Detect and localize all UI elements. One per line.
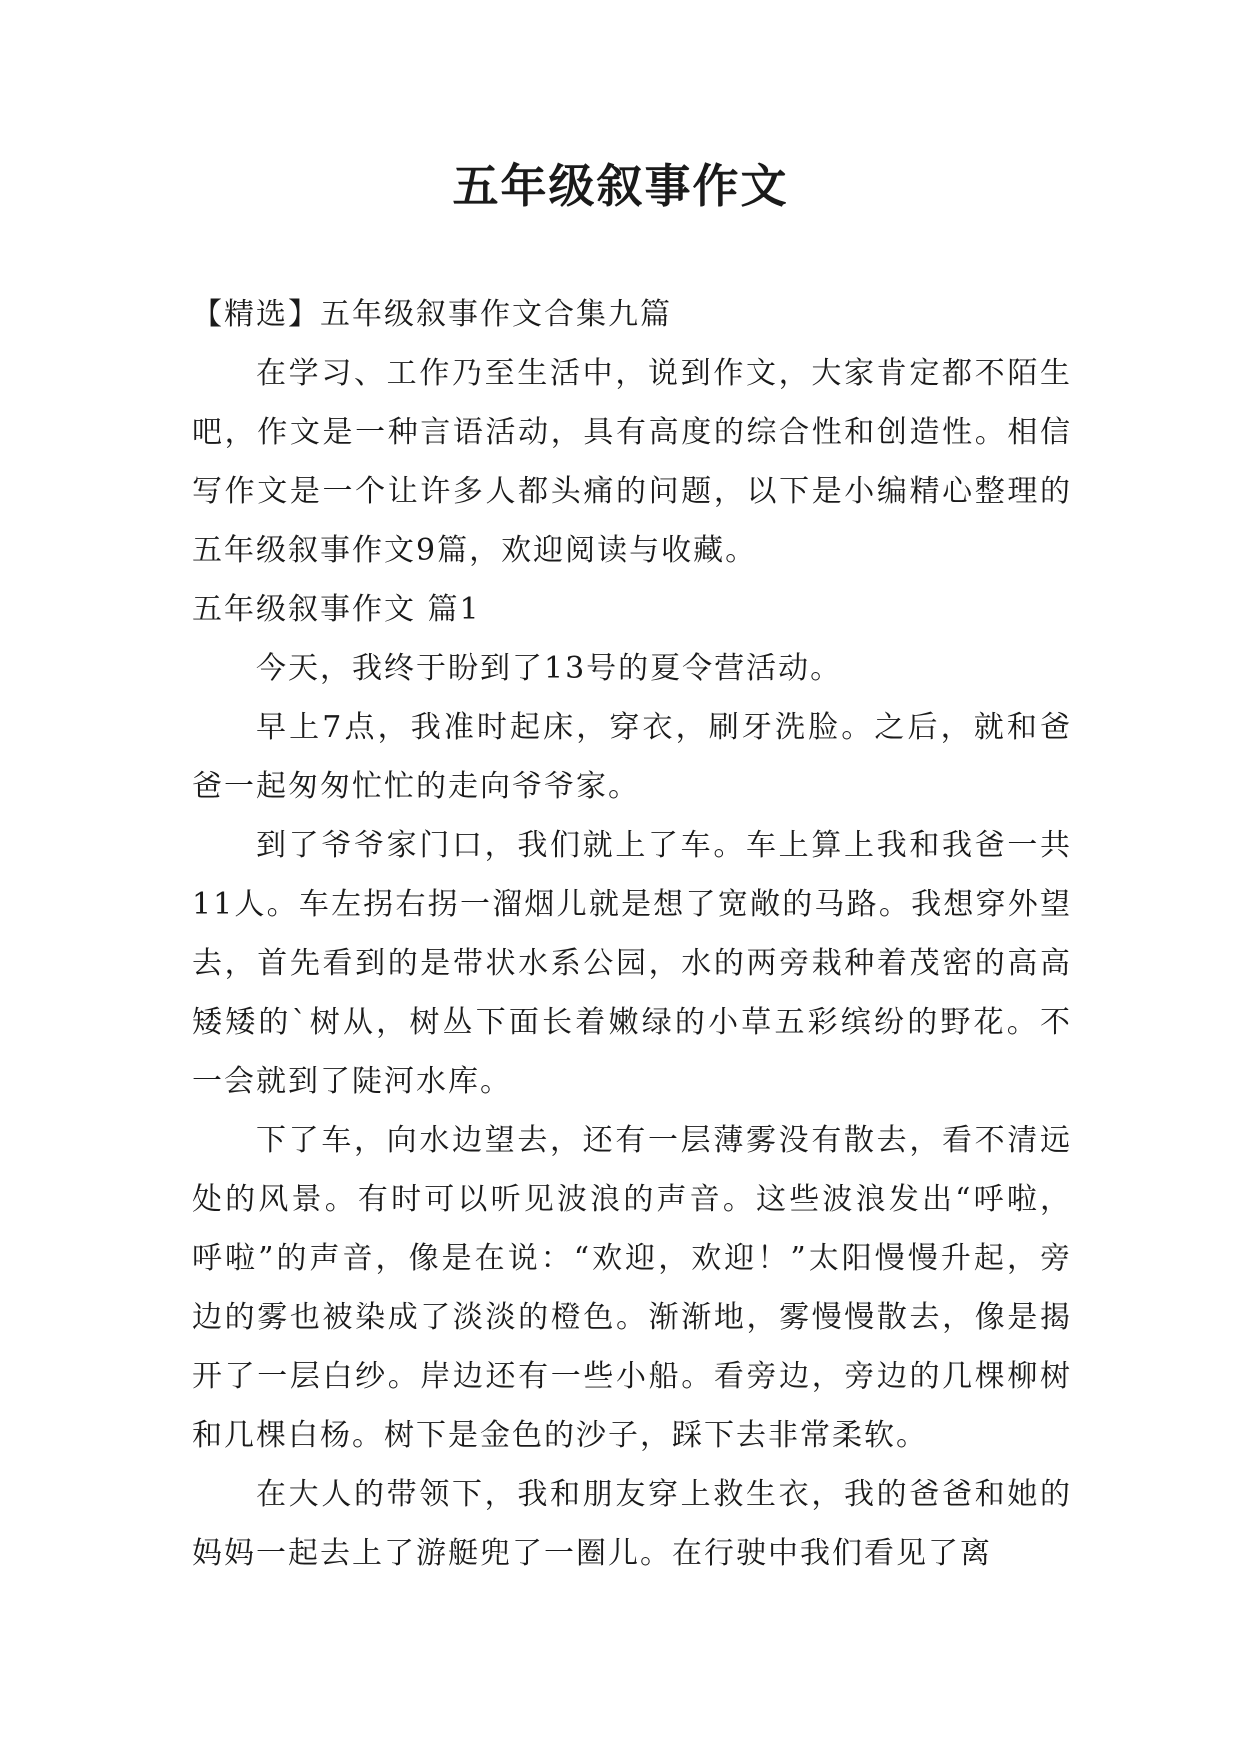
intro-paragraph: 在学习、工作乃至生活中，说到作文，大家肯定都不陌生吧，作文是一种言语活动，具有高度的综合性和创造性。相信写作文是一个让许多人都头痛的问题，以下是小编精心整理的五年级叙事作文9篇，欢迎阅读与收藏。 xyxy=(192,356,1072,568)
paragraph: 在大人的带领下，我和朋友穿上救生衣，我的爸爸和她的妈妈一起去上了游艇兜了一圈儿。在行驶中我们看见了离 xyxy=(192,1477,1072,1571)
document-title: 五年级叙事作文 xyxy=(452,159,789,213)
document-subtitle: 【精选】五年级叙事作文合集九篇 xyxy=(192,297,672,332)
section-heading: 五年级叙事作文 篇1 xyxy=(192,592,481,627)
paragraph: 到了爷爷家门口，我们就上了车。车上算上我和我爸一共11人。车左拐右拐一溜烟儿就是想了宽敞的马路。我想穿外望去，首先看到的是带状水系公园，水的两旁栽种着茂密的高高矮矮的`树从，树丛下面长着嫩绿的小草五彩缤纷的野花。不一会就到了陡河水库。 xyxy=(192,828,1072,1099)
paragraph: 下了车，向水边望去，还有一层薄雾没有散去，看不清远处的风景。有时可以听见波浪的声音。这些波浪发出“呼啦，呼啦”的声音，像是在说：“欢迎，欢迎！”太阳慢慢升起，旁边的雾也被染成了淡淡的橙色。渐渐地，雾慢慢散去，像是揭开了一层白纱。岸边还有一些小船。看旁边，旁边的几棵柳树和几棵白杨。树下是金色的沙子，踩下去非常柔软。 xyxy=(192,1123,1072,1453)
paragraph: 早上7点，我准时起床，穿衣，刷牙洗脸。之后，就和爸爸一起匆匆忙忙的走向爷爷家。 xyxy=(192,710,1072,804)
document-body xyxy=(192,285,1072,1583)
paragraph: 今天，我终于盼到了13号的夏令营活动。 xyxy=(256,651,843,686)
